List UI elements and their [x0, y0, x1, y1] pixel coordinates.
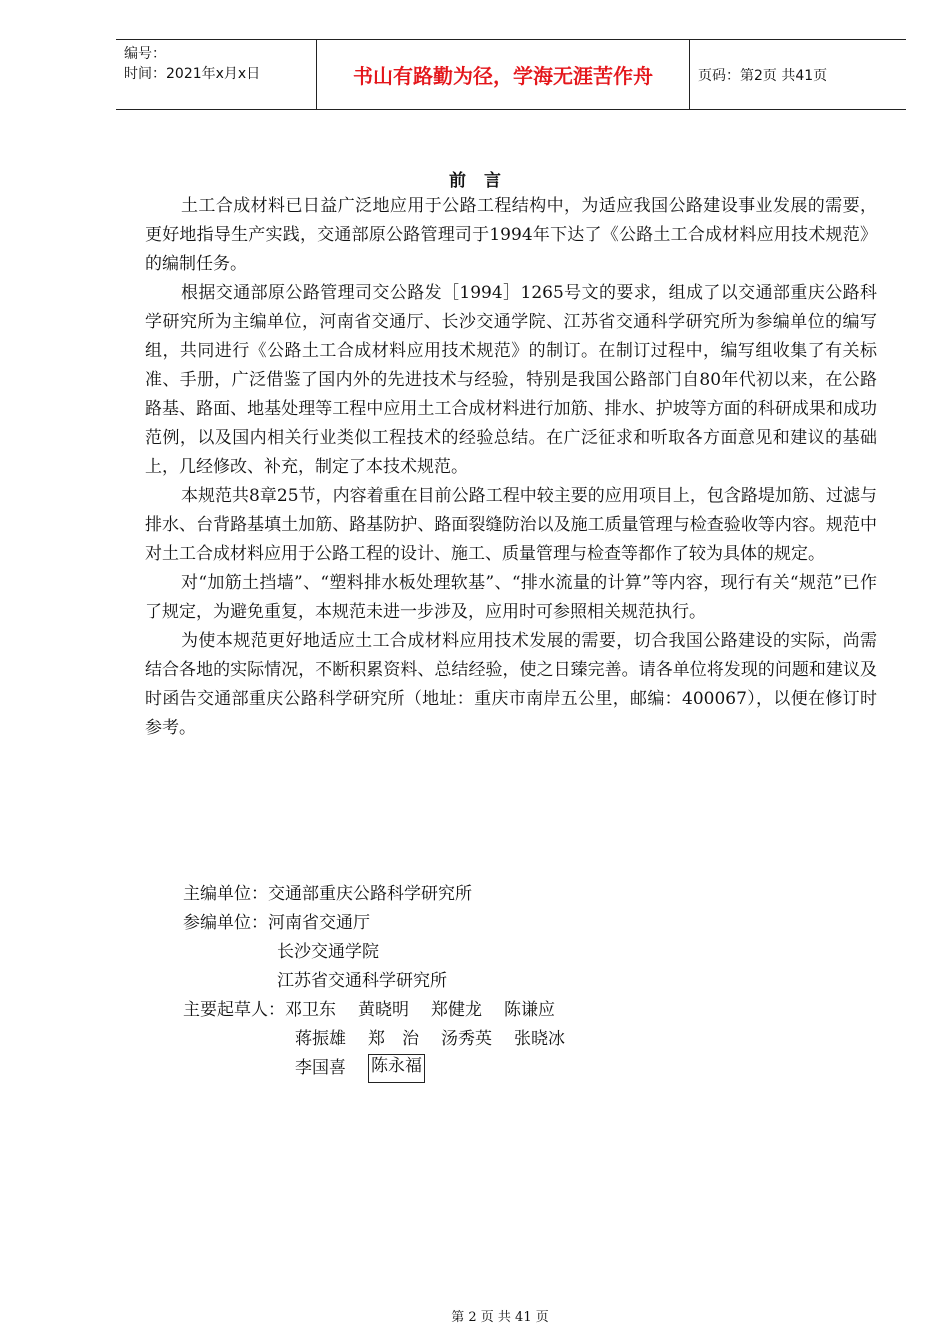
participating-unit-row — [183, 967, 587, 996]
participating-unit: 河南省交通厅 — [268, 913, 370, 933]
drafter-name: 蒋振雄 — [295, 1029, 346, 1049]
page-footer: 第 2 页 共 41 页 — [451, 1310, 549, 1325]
paragraph: 土工合成材料已日益广泛地应用于公路工程结构中，为适应我国公路建设事业发展的需要，更好地指导生产实践，交通部原公路管理司于1994年下达了《公路土工合成材料应用技术规范》的编制任务。 — [145, 196, 877, 274]
drafter-name: 郑健龙 — [431, 1000, 482, 1020]
paragraph: 对“加筋土挡墙”、“塑料排水板处理软基”、“排水流量的计算”等内容，现行有关“规范”已作了规定，为避免重复，本规范未进一步涉及，应用时可参照相关规范执行。 — [145, 573, 877, 622]
credits-section — [183, 880, 587, 1083]
drafters-label: 主要起草人： — [183, 1000, 285, 1020]
drafter-name: 邓卫东 — [285, 1000, 336, 1020]
drafters-row — [183, 996, 587, 1025]
drafter-name: 李国喜 — [295, 1058, 346, 1078]
drafters-row — [183, 1054, 587, 1083]
paragraph: 本规范共8章25节，内容着重在目前公路工程中较主要的应用项目上，包含路堤加筋、过滤与排水、台背路基填土加筋、路基防护、路面裂缝防治以及施工质量管理与检查验收等内容。规范中对土工合成材料应用于公路工程的设计、施工、质量管理与检查等都作了较为具体的规定。 — [145, 486, 877, 564]
chief-unit-row — [183, 880, 587, 909]
drafters-row — [183, 1025, 587, 1054]
header-motto: 书山有路勤为径，学海无涯苦作舟 — [316, 40, 690, 109]
participating-unit-row — [183, 938, 587, 967]
header-number: 编号： — [124, 46, 166, 62]
drafter-name: 郑 治 — [368, 1029, 419, 1049]
document-title: 前言 — [449, 171, 519, 191]
document-body — [145, 192, 877, 743]
participating-unit-label: 参编单位： — [183, 913, 268, 933]
page-header — [116, 39, 906, 110]
participating-unit-row — [183, 909, 587, 938]
drafter-name: 陈谦应 — [504, 1000, 555, 1020]
drafter-name: 汤秀英 — [441, 1029, 492, 1049]
drafter-name: 黄晓明 — [358, 1000, 409, 1020]
header-meta — [116, 40, 316, 109]
participating-unit: 江苏省交通科学研究所 — [277, 971, 447, 991]
header-page-number: 页码：第2页 共41页 — [698, 67, 828, 84]
paragraph: 根据交通部原公路管理司交公路发［1994］1265号文的要求，组成了以交通部重庆公路科学研究所为主编单位，河南省交通厅、长沙交通学院、江苏省交通科学研究所为参编单位的编写组，共同进行《公路土工合成材料应用技术规范》的制订。在制订过程中，编写组收集了有关标准、手册，广泛借鉴了国内外的先进技术与经验，特别是我国公路部门自80年代初以来，在公路路基、路面、地基处理等工程中应用土工合成材料进行加筋、排水、护坡等方面的科研成果和成功范例，以及国内相关行业类似工程技术的经验总结。在广泛征求和听取各方面意见和建议的基础上，几经修改、补充，制定了本技术规范。 — [145, 283, 877, 477]
chief-unit: 交通部重庆公路科学研究所 — [268, 884, 472, 904]
drafter-name: 张晓冰 — [514, 1029, 565, 1049]
drafter-name-boxed: 陈永福 — [368, 1054, 425, 1083]
chief-unit-label: 主编单位： — [183, 884, 268, 904]
participating-unit: 长沙交通学院 — [277, 942, 379, 962]
header-date: 时间：2021年x月x日 — [124, 66, 261, 82]
paragraph: 为使本规范更好地适应土工合成材料应用技术发展的需要，切合我国公路建设的实际，尚需结合各地的实际情况，不断积累资料、总结经验，使之日臻完善。请各单位将发现的问题和建议及时函告交通部重庆公路科学研究所（地址：重庆市南岸五公里，邮编：400067），以便在修订时参考。 — [145, 631, 877, 738]
